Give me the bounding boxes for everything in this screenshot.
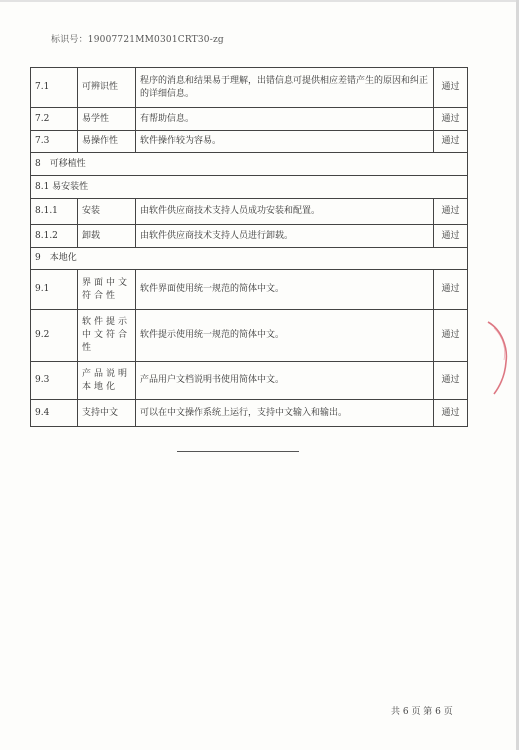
section-row xyxy=(31,248,468,270)
row-description: 由软件供应商技术支持人员进行卸载。 xyxy=(136,225,434,248)
row-description: 软件提示使用统一规范的简体中文。 xyxy=(136,310,434,362)
row-result: 通过 xyxy=(434,68,468,108)
row-result: 通过 xyxy=(434,400,468,427)
row-feature: 易操作性 xyxy=(78,131,136,153)
row-number: 9.3 xyxy=(31,362,78,400)
table-row xyxy=(31,362,468,400)
test-results-table xyxy=(30,67,468,427)
row-feature: 界面中文符合性 xyxy=(78,270,136,310)
row-number: 9.2 xyxy=(31,310,78,362)
row-feature: 卸载 xyxy=(78,225,136,248)
row-result: 通过 xyxy=(434,108,468,131)
table-row xyxy=(31,225,468,248)
row-feature: 产品说明本地化 xyxy=(78,362,136,400)
row-result: 通过 xyxy=(434,270,468,310)
row-description: 产品用户文档说明书使用简体中文。 xyxy=(136,362,434,400)
row-result: 通过 xyxy=(434,199,468,225)
row-result: 通过 xyxy=(434,362,468,400)
row-description: 程序的消息和结果易于理解，出错信息可提供相应差错产生的原因和纠正的详细信息。 xyxy=(136,68,434,108)
table-row xyxy=(31,400,468,427)
table-row xyxy=(31,310,468,362)
row-number: 9.1 xyxy=(31,270,78,310)
table-row xyxy=(31,270,468,310)
row-feature: 软件提示中文符合性 xyxy=(78,310,136,362)
section-heading-localization: 9 本地化 xyxy=(31,248,468,270)
row-number: 7.1 xyxy=(31,68,78,108)
row-result: 通过 xyxy=(434,225,468,248)
row-result: 通过 xyxy=(434,310,468,362)
section-heading-portability: 8 可移植性 xyxy=(31,153,468,176)
section-row xyxy=(31,153,468,176)
end-of-document-line xyxy=(177,451,299,452)
row-number: 9.4 xyxy=(31,400,78,427)
seal-stamp-fragment xyxy=(484,318,514,398)
row-feature: 支持中文 xyxy=(78,400,136,427)
table-row xyxy=(31,108,468,131)
row-description: 软件界面使用统一规范的简体中文。 xyxy=(136,270,434,310)
row-description: 有帮助信息。 xyxy=(136,108,434,131)
table-row xyxy=(31,199,468,225)
table-row xyxy=(31,68,468,108)
section-row xyxy=(31,176,468,199)
document-id: 标识号：19007721MM0301CRT30-zg xyxy=(51,35,224,45)
row-feature: 易学性 xyxy=(78,108,136,131)
row-feature: 安装 xyxy=(78,199,136,225)
row-number: 7.3 xyxy=(31,131,78,153)
row-description: 软件操作较为容易。 xyxy=(136,131,434,153)
page-edge-top xyxy=(0,0,519,2)
row-description: 可以在中文操作系统上运行，支持中文输入和输出。 xyxy=(136,400,434,427)
row-number: 8.1.1 xyxy=(31,199,78,225)
row-feature: 可辨识性 xyxy=(78,68,136,108)
page-counter: 共 6 页 第 6 页 xyxy=(391,707,453,717)
row-number: 7.2 xyxy=(31,108,78,131)
section-heading-installability: 8.1 易安装性 xyxy=(31,176,468,199)
row-number: 8.1.2 xyxy=(31,225,78,248)
row-description: 由软件供应商技术支持人员成功安装和配置。 xyxy=(136,199,434,225)
table-row xyxy=(31,131,468,153)
row-result: 通过 xyxy=(434,131,468,153)
